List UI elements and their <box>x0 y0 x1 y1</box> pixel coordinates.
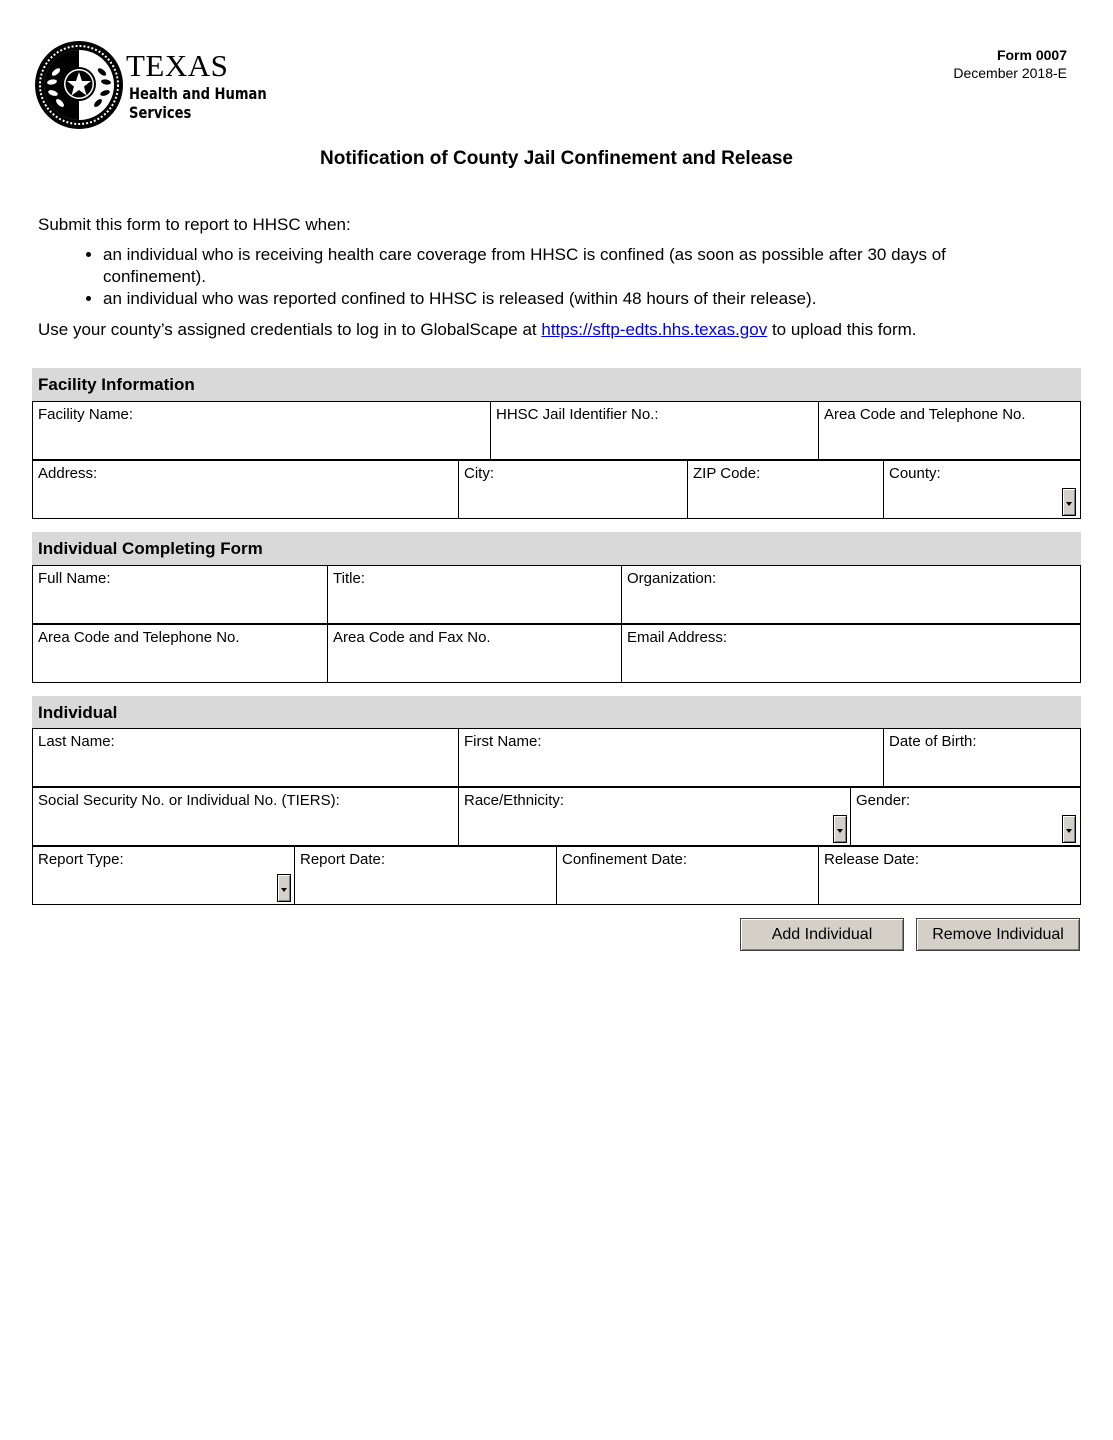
full-name-field[interactable]: Full Name: <box>32 566 328 623</box>
form-date: December 2018-E <box>953 65 1067 81</box>
logo-subtitle: Health and Human Services <box>129 84 267 122</box>
instruction-item: • an individual who was reported confined to HHSC is released (within 48 hours of their release). <box>103 288 1048 310</box>
form-identifier <box>953 46 1067 82</box>
completer-phone-field[interactable]: Area Code and Telephone No. <box>32 625 328 682</box>
report-type-select[interactable]: Report Type: <box>32 847 295 904</box>
chevron-down-icon[interactable] <box>1062 815 1076 843</box>
confinement-date-field[interactable]: Confinement Date: <box>556 847 819 904</box>
facility-name-field[interactable]: Facility Name: <box>32 402 491 459</box>
address-field[interactable]: Address: <box>32 461 459 518</box>
remove-individual-button[interactable]: Remove Individual <box>916 918 1080 951</box>
chevron-down-icon[interactable] <box>277 874 291 902</box>
upload-instructions: Use your county’s assigned credentials to log in to GlobalScape at https://sftp-edts.hhs.texas.gov to upload this form. <box>38 320 917 339</box>
form-number: Form 0007 <box>996 47 1067 63</box>
ssn-field[interactable]: Social Security No. or Individual No. (TIERS): <box>32 788 459 845</box>
facility-row-2 <box>32 460 1081 519</box>
texas-seal-star-icon <box>34 40 124 130</box>
email-field[interactable]: Email Address: <box>621 625 1081 682</box>
first-name-field[interactable]: First Name: <box>458 729 884 786</box>
globalscape-link[interactable]: https://sftp-edts.hhs.texas.gov <box>541 320 768 339</box>
completer-row-2 <box>32 624 1081 683</box>
section-completer-heading: Individual Completing Form <box>32 532 1081 565</box>
county-select[interactable]: County: <box>883 461 1081 518</box>
page-title: Notification of County Jail Confinement and Release <box>320 148 793 169</box>
gender-select[interactable]: Gender: <box>850 788 1081 845</box>
completer-row-1 <box>32 565 1081 624</box>
last-name-field[interactable]: Last Name: <box>32 729 459 786</box>
date-of-birth-field[interactable]: Date of Birth: <box>883 729 1081 786</box>
instructions-list <box>38 244 1048 310</box>
city-field[interactable]: City: <box>458 461 688 518</box>
report-date-field[interactable]: Report Date: <box>294 847 557 904</box>
instructions <box>38 214 1048 341</box>
chevron-down-icon[interactable] <box>833 815 847 843</box>
organization-field[interactable]: Organization: <box>621 566 1081 623</box>
facility-row-1 <box>32 401 1081 460</box>
section-individual-heading: Individual <box>32 696 1081 729</box>
instructions-lead: Submit this form to report to HHSC when: <box>38 215 351 234</box>
release-date-field[interactable]: Release Date: <box>818 847 1081 904</box>
individual-row-3 <box>32 846 1081 905</box>
individual-row-1 <box>32 728 1081 787</box>
race-ethnicity-select[interactable]: Race/Ethnicity: <box>458 788 851 845</box>
jail-identifier-field[interactable]: HHSC Jail Identifier No.: <box>490 402 818 459</box>
hhs-logo <box>34 40 267 132</box>
logo-title: TEXAS <box>126 48 229 83</box>
individual-row-2 <box>32 787 1081 846</box>
section-facility-heading: Facility Information <box>32 368 1081 401</box>
chevron-down-icon[interactable] <box>1062 488 1076 516</box>
instruction-item: • an individual who is receiving health care coverage from HHSC is confined (as soon as possible after 30 days of confinement). <box>103 244 1048 288</box>
facility-phone-field[interactable]: Area Code and Telephone No. <box>818 402 1081 459</box>
zip-code-field[interactable]: ZIP Code: <box>687 461 884 518</box>
title-field[interactable]: Title: <box>327 566 622 623</box>
completer-fax-field[interactable]: Area Code and Fax No. <box>327 625 622 682</box>
add-individual-button[interactable]: Add Individual <box>740 918 904 951</box>
